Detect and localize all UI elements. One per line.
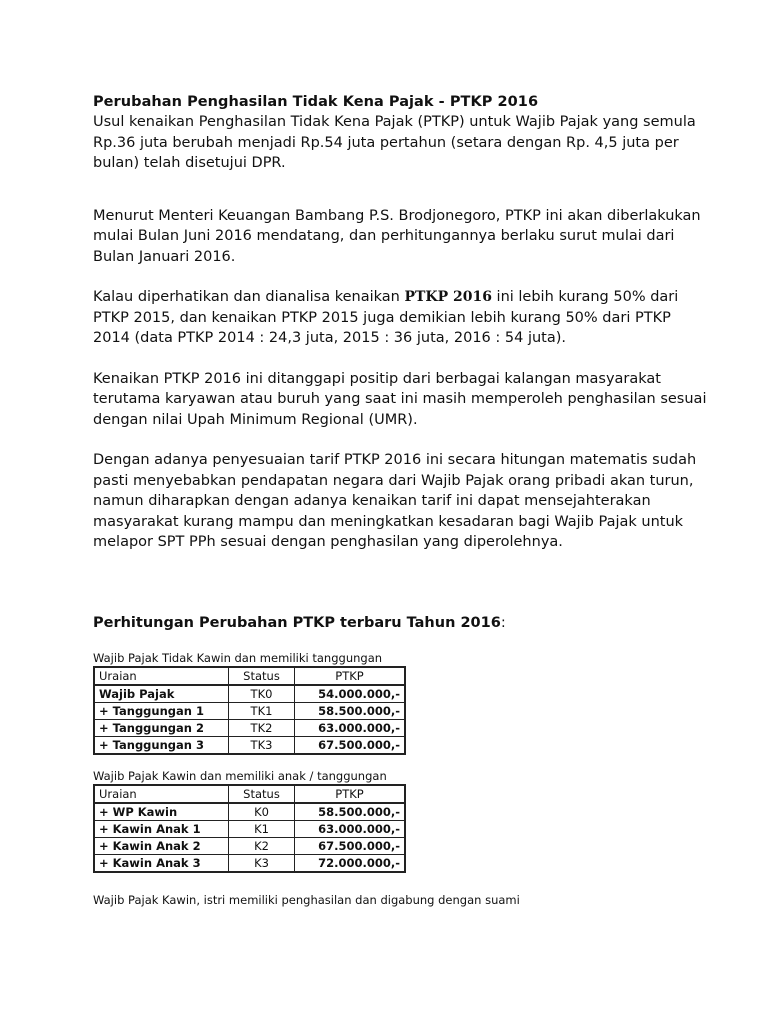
table-cell: 54.000.000,- (295, 685, 406, 703)
table-cell: 63.000.000,- (295, 820, 406, 837)
table-cell: K1 (229, 820, 295, 837)
table-cell: K3 (229, 854, 295, 872)
table-cell: 72.000.000,- (295, 854, 406, 872)
section-title (93, 613, 708, 633)
table-header-row (94, 785, 405, 803)
intro-paragraph: Usul kenaikan Penghasilan Tidak Kena Pajak (PTKP) untuk Wajib Pajak yang semula Rp.36 juta berubah menjadi Rp.54 juta pertahun (setara dengan Rp. 4,5 juta per bulan) telah disetujui DPR. (93, 114, 696, 171)
table-row (94, 702, 405, 719)
table-cell: + WP Kawin (94, 803, 229, 821)
table-row (94, 820, 405, 837)
table-header-cell: PTKP (295, 667, 406, 685)
table-cell: TK3 (229, 736, 295, 754)
table-cell: K0 (229, 803, 295, 821)
table-header-cell: Status (229, 667, 295, 685)
section-title-text: Perhitungan Perubahan PTKP terbaru Tahun 2016 (93, 614, 501, 631)
table-cell: 67.500.000,- (295, 736, 406, 754)
paragraph-analysis-end: ini lebih kurang 50% dari PTKP 2015, dan kenaikan PTKP 2015 juga demikian lebih kurang 50% dari PTKP 2014 (data PTKP 2014 : 24,3 juta, 2015 : 36 juta, 2016 : 54 juta). (93, 289, 679, 346)
paragraph-analysis-start: Kalau diperhatikan dan dianalisa kenaikan (93, 289, 405, 305)
table-row (94, 685, 405, 703)
table-cell: + Kawin Anak 1 (94, 820, 229, 837)
table2-caption: Wajib Pajak Kawin dan memiliki anak / tanggungan (93, 768, 387, 783)
table-cell: + Kawin Anak 2 (94, 837, 229, 854)
paragraph-analysis-bold: PTKP 2016 (404, 289, 492, 305)
footer-caption: Wajib Pajak Kawin, istri memiliki penghasilan dan digabung dengan suami (93, 892, 520, 907)
paragraph-response: Kenaikan PTKP 2016 ini ditanggapi positip dari berbagai kalangan masyarakat terutama karyawan atau buruh yang saat ini masih memperoleh penghasilan sesuai dengan nilai Upah Minimum Regional (UMR). (93, 370, 707, 428)
ptkp-table-married (93, 784, 406, 873)
table-cell: 58.500.000,- (295, 803, 406, 821)
section-title-colon: : (500, 614, 506, 631)
table-header-row (94, 667, 405, 685)
table-cell: + Tanggungan 2 (94, 719, 229, 736)
table-header-cell: Uraian (94, 667, 229, 685)
table-cell: Wajib Pajak (94, 685, 229, 703)
table-cell: + Kawin Anak 3 (94, 854, 229, 872)
table-cell: + Tanggungan 1 (94, 702, 229, 719)
table-header-cell: Status (229, 785, 295, 803)
document-content (93, 92, 708, 908)
table-header-cell: PTKP (295, 785, 406, 803)
document-title: Perubahan Penghasilan Tidak Kena Pajak - PTKP 2016 (93, 94, 539, 110)
table-row (94, 719, 405, 736)
table-cell: 67.500.000,- (295, 837, 406, 854)
ptkp-table-single (93, 666, 406, 755)
table-header-cell: Uraian (94, 785, 229, 803)
table-cell: 58.500.000,- (295, 702, 406, 719)
table1-caption: Wajib Pajak Tidak Kawin dan memiliki tanggungan (93, 650, 383, 665)
table-row (94, 736, 405, 754)
table-row (94, 803, 405, 821)
paragraph-minister: Menurut Menteri Keuangan Bambang P.S. Brodjonegoro, PTKP ini akan diberlakukan mulai Bulan Juni 2016 mendatang, dan perhitungannya berlaku surut mulai dari Bulan Januari 2016. (93, 207, 701, 265)
table-row (94, 837, 405, 854)
paragraph-impact: Dengan adanya penyesuaian tarif PTKP 2016 ini secara hitungan matematis sudah pasti menyebabkan pendapatan negara dari Wajib Pajak orang pribadi akan turun, namun diharapkan dengan adanya kenaikan tarif ini dapat mensejahterakan masyarakat kurang mampu dan meningkatkan kesadaran bagi Wajib Pajak untuk melapor SPT PPh sesuai dengan penghasilan yang diperolehnya. (93, 452, 697, 550)
table-row (94, 854, 405, 872)
table-cell: TK2 (229, 719, 295, 736)
table-cell: + Tanggungan 3 (94, 736, 229, 754)
table-cell: K2 (229, 837, 295, 854)
table-cell: 63.000.000,- (295, 719, 406, 736)
table-cell: TK0 (229, 685, 295, 703)
table-cell: TK1 (229, 702, 295, 719)
paragraph-analysis (93, 287, 708, 349)
